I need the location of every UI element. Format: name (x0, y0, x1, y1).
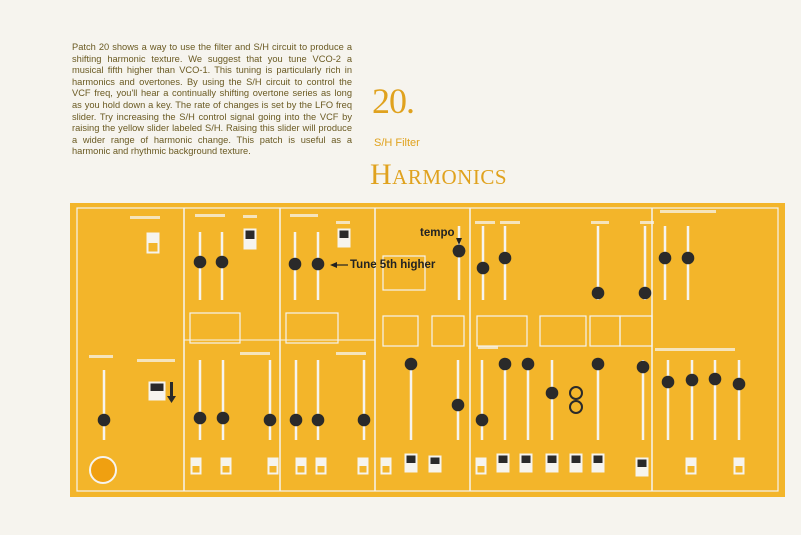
panel-label (655, 348, 735, 351)
panel-label (336, 221, 350, 224)
patch-number: 20. (372, 81, 414, 121)
panel-label (195, 214, 225, 217)
slider-knob (264, 414, 277, 427)
switch-lever (246, 231, 255, 240)
ring-knob (570, 387, 582, 399)
panel-label (475, 221, 495, 224)
slider-knob (312, 414, 325, 427)
switch-lever (478, 466, 485, 473)
lfo-rate-knob (453, 245, 466, 258)
panel-label (137, 359, 175, 362)
slider-knob (522, 358, 535, 371)
panel-label (591, 221, 609, 224)
switch-lever (688, 466, 695, 473)
panel-label (640, 221, 654, 224)
panel-label (660, 210, 716, 213)
switch-lever (298, 466, 305, 473)
slider-knob (290, 414, 303, 427)
slider-knob (405, 358, 418, 371)
switch-lever (548, 456, 557, 464)
ring-knob (570, 401, 582, 413)
slider-knob (477, 262, 490, 275)
slider-knob (637, 361, 650, 374)
switch-lever (360, 466, 367, 473)
slider-knob (686, 374, 699, 387)
switch-lever (407, 456, 416, 464)
patch-subtitle: S/H Filter (374, 137, 420, 149)
switch-lever (499, 456, 508, 464)
tune-annotation: Tune 5th higher (350, 259, 436, 271)
tempo-annotation: tempo (420, 227, 455, 239)
panel-label (89, 355, 113, 358)
slider-knob (682, 252, 695, 265)
slider-knob (639, 287, 652, 300)
switch-lever (572, 456, 581, 464)
switch-lever (340, 231, 349, 239)
slider-knob (216, 256, 229, 269)
slider-knob (289, 258, 302, 271)
switch-lever (318, 466, 325, 473)
slider-knob (546, 387, 559, 400)
switch-lever (193, 466, 200, 473)
switch-lever (431, 458, 440, 465)
slider-knob (733, 378, 746, 391)
panel-label (478, 346, 498, 349)
slider-knob (499, 358, 512, 371)
panel-label (130, 216, 160, 219)
panel-label (500, 221, 520, 224)
switch-lever (594, 456, 603, 464)
pitch-bend-knob (90, 457, 116, 483)
slider-knob (709, 373, 722, 386)
slider-knob (659, 252, 672, 265)
panel-label (290, 214, 318, 217)
switch-lever (149, 243, 158, 252)
switch-lever (736, 466, 743, 473)
switch-lever (151, 384, 164, 392)
slider-knob (217, 412, 230, 425)
slider-knob (98, 414, 111, 427)
switch-lever (638, 460, 647, 468)
switch-lever (223, 466, 230, 473)
slider-knob (452, 399, 465, 412)
slider-knob (194, 256, 207, 269)
intro-paragraph: Patch 20 shows a way to use the filter and S/H circuit to produce a shifting harmonic texture. We suggest that you tune VCO-2 a musical fifth higher than VCO-1. This tuning is particularly rich in harmonics and overtones. By using the S/H circuit to control the VCF freq, you'll hear a continually shifting overtone series as long as you hold down a key. The rate of changes is set by the LFO freq slider. Try increasing the S/H control signal going into the VCF by raising the yellow slider labeled S/H. Raising this slider will produce a wider range of harmonic change. This patch is useful as a harmonic and rhythmic background texture. (72, 42, 352, 157)
switch-lever (522, 456, 531, 464)
panel-label (243, 215, 257, 218)
slider-knob (312, 258, 325, 271)
switch-lever (383, 466, 390, 473)
slider-knob (476, 414, 489, 427)
slider-knob (194, 412, 207, 425)
slider-knob (358, 414, 371, 427)
patch-title: Harmonics (370, 158, 508, 191)
slider-knob (662, 376, 675, 389)
slider-knob (592, 287, 605, 300)
panel-label (240, 352, 270, 355)
slider-knob (592, 358, 605, 371)
switch-lever (270, 466, 277, 473)
panel-label (336, 352, 366, 355)
slider-knob (499, 252, 512, 265)
